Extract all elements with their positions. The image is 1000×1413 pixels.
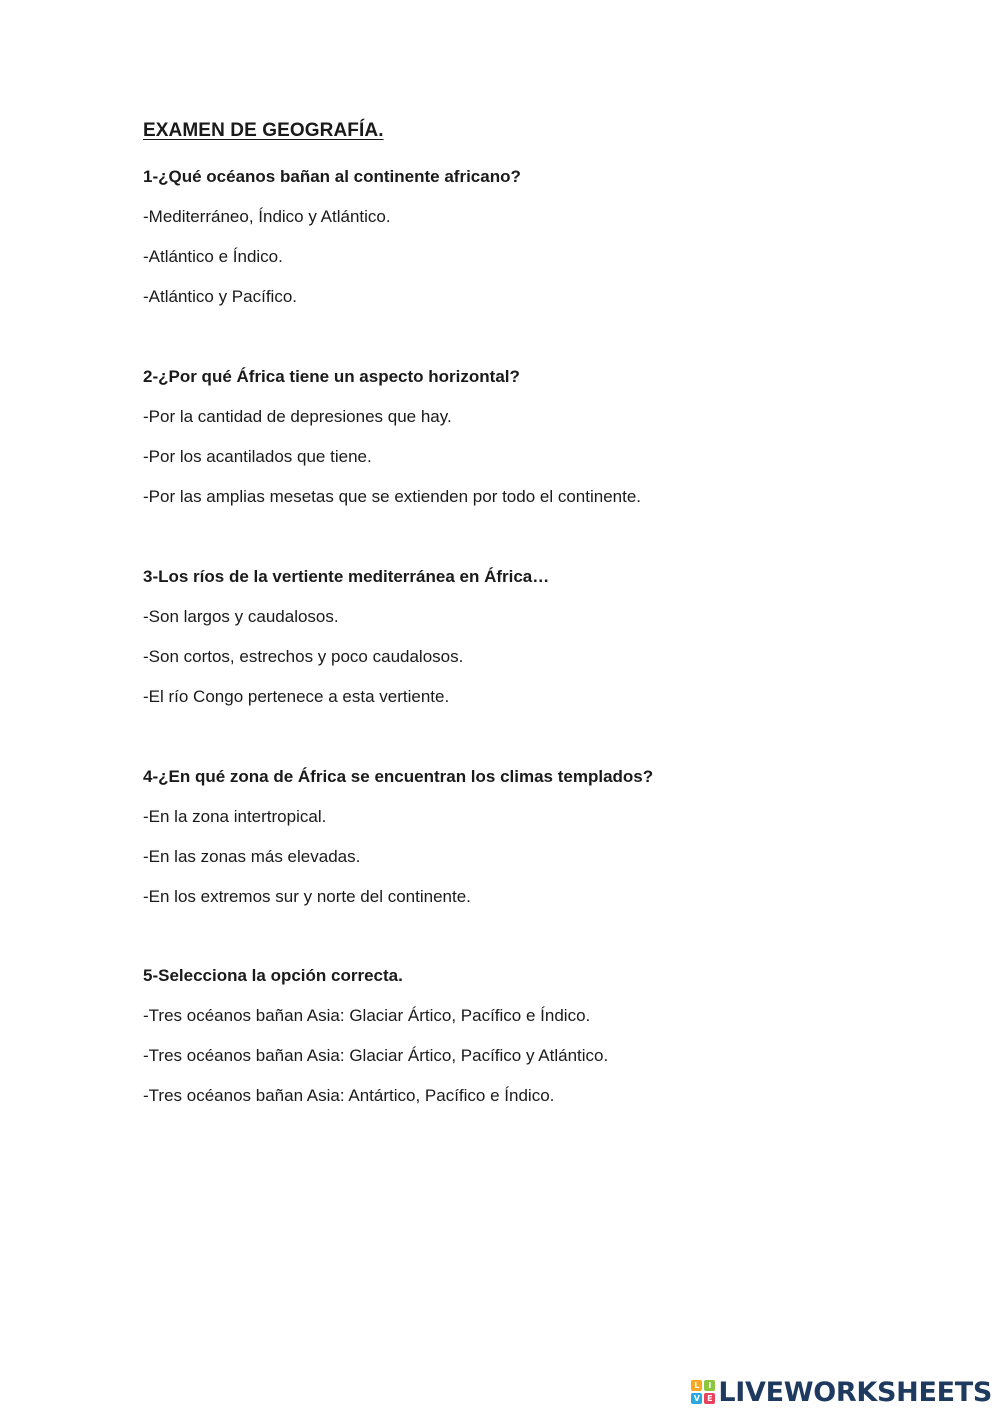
logo-mark-cell: L (691, 1380, 702, 1391)
question-3 (143, 566, 943, 726)
question-1 (143, 166, 943, 326)
answer-option[interactable]: -Por las amplias mesetas que se extienden por todo el continente. (143, 487, 642, 506)
answer-option[interactable]: -Son largos y caudalosos. (143, 607, 339, 626)
answer-option[interactable]: -Mediterráneo, Índico y Atlántico. (143, 207, 391, 226)
question-2 (143, 366, 943, 526)
answer-option[interactable]: -Atlántico e Índico. (143, 247, 283, 266)
question-text: 1-¿Qué océanos bañan al continente africano? (143, 167, 521, 186)
logo-mark-cell: E (704, 1393, 715, 1404)
answer-option[interactable]: -En los extremos sur y norte del continente. (143, 887, 471, 906)
answer-option[interactable]: -Tres océanos bañan Asia: Antártico, Pacífico e Índico. (143, 1086, 555, 1105)
liveworksheets-logo-icon (691, 1380, 715, 1404)
page-title: EXAMEN DE GEOGRAFÍA. (143, 120, 384, 141)
question-text: 3-Los ríos de la vertiente mediterránea en África… (143, 567, 550, 586)
answer-option[interactable]: -El río Congo pertenece a esta vertiente. (143, 687, 450, 706)
answer-option[interactable]: -Tres océanos bañan Asia: Glaciar Ártico, Pacífico e Índico. (143, 1006, 591, 1025)
answer-option[interactable]: -Tres océanos bañan Asia: Glaciar Ártico, Pacífico y Atlántico. (143, 1046, 609, 1065)
logo-mark-cell: V (691, 1393, 702, 1404)
question-text: 2-¿Por qué África tiene un aspecto horizontal? (143, 367, 520, 386)
question-5 (143, 965, 943, 1125)
answer-option[interactable]: -Por la cantidad de depresiones que hay. (143, 407, 452, 426)
answer-option[interactable]: -Por los acantilados que tiene. (143, 447, 372, 466)
answer-option[interactable]: -En la zona intertropical. (143, 807, 327, 826)
question-4 (143, 766, 943, 926)
answer-option[interactable]: -Son cortos, estrechos y poco caudalosos. (143, 647, 464, 666)
question-text: 4-¿En qué zona de África se encuentran los climas templados? (143, 767, 654, 786)
question-text: 5-Selecciona la opción correcta. (143, 966, 403, 985)
answer-option[interactable]: -En las zonas más elevadas. (143, 847, 361, 866)
logo-mark-cell: I (704, 1380, 715, 1391)
answer-option[interactable]: -Atlántico y Pacífico. (143, 287, 298, 306)
liveworksheets-logo (691, 1377, 992, 1407)
logo-text: LIVEWORKSHEETS (718, 1376, 992, 1408)
